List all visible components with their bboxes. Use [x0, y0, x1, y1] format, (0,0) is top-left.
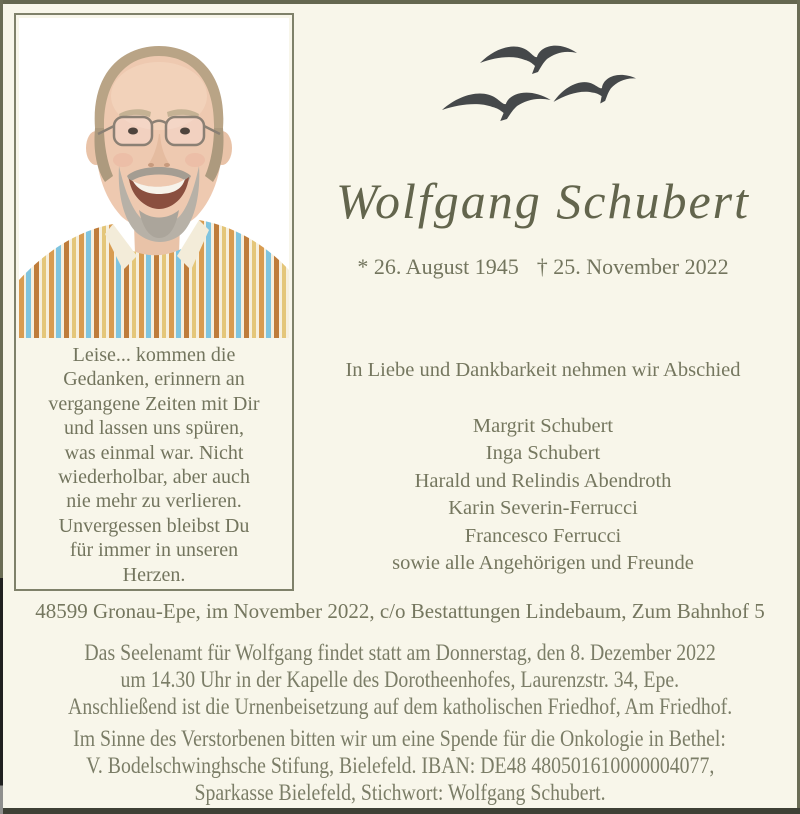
donation-info — [0, 726, 800, 806]
photo-poem-card — [14, 13, 294, 591]
poem-line: für immer in unseren — [69, 539, 239, 562]
funeral-service-info — [0, 640, 800, 720]
mourner-name: Margrit Schubert — [472, 415, 614, 437]
service-line: Das Seelenamt für Wolfgang findet statt am Donnerstag, den 8. Dezember 2022 — [84, 640, 716, 665]
service-line: Anschließend ist die Urnenbeisetzung auf dem katholischen Friedhof, Am Friedhof. — [67, 693, 733, 719]
mourner-name: Inga Schubert — [485, 442, 601, 465]
scan-edge-bottom — [0, 808, 800, 814]
scan-edge-top — [0, 0, 800, 4]
mourner-name: Harald und Relindis Abendroth — [414, 469, 672, 492]
portrait-photo-illustration — [19, 18, 289, 338]
birds-icon — [438, 30, 640, 124]
portrait-photo — [19, 18, 289, 338]
death-date: † 25. November 2022 — [536, 254, 729, 279]
poem-line: nie mehr zu verlieren. — [66, 490, 242, 513]
donation-line: Im Sinne des Verstorbenen bitten wir um eine Spende für die Onkologie in Bethel: — [73, 726, 727, 751]
birth-date: * 26. August 1945 — [357, 254, 519, 279]
donation-line: Sparkasse Bielefeld, Stichwort: Wolfgang Schubert. — [194, 779, 606, 805]
address-line: 48599 Gronau-Epe, im November 2022, c/o Bestattungen Lindebaum, Zum Bahnhof 5 — [35, 599, 765, 623]
poem-line: Unvergessen bleibst Du — [58, 514, 250, 537]
scan-edge-left — [0, 0, 3, 814]
service-line: um 14.30 Uhr in der Kapelle des Dorotheenhofes, Laurenzstr. 34, Epe. — [120, 666, 680, 692]
farewell-line: In Liebe und Dankbarkeit nehmen wir Abschied — [345, 359, 741, 381]
poem-line: Herzen. — [122, 563, 186, 586]
mourner-name: Francesco Ferrucci — [464, 524, 622, 547]
poem-line: vergangene Zeiten mit Dir — [48, 392, 260, 415]
life-dates — [300, 254, 786, 280]
poem-line: und lassen uns spüren, — [64, 417, 244, 440]
deceased-name: Wolfgang Schubert — [335, 173, 751, 229]
memorial-poem — [16, 343, 292, 587]
mourner-name: sowie alle Angehörigen und Freunde — [392, 552, 694, 575]
poem-line: Leise... kommen die — [72, 344, 236, 366]
mourners-list — [300, 413, 786, 577]
donation-line: V. Bodelschwinghsche Stifung, Bielefeld. IBAN: DE48 480501610000004077, — [85, 752, 715, 778]
poem-line: was einmal war. Nicht — [64, 441, 244, 464]
poem-line: wiederholbar, aber auch — [58, 466, 250, 489]
poem-line: Gedanken, erinnern an — [63, 368, 245, 391]
mourner-name: Karin Severin-Ferrucci — [448, 497, 638, 520]
